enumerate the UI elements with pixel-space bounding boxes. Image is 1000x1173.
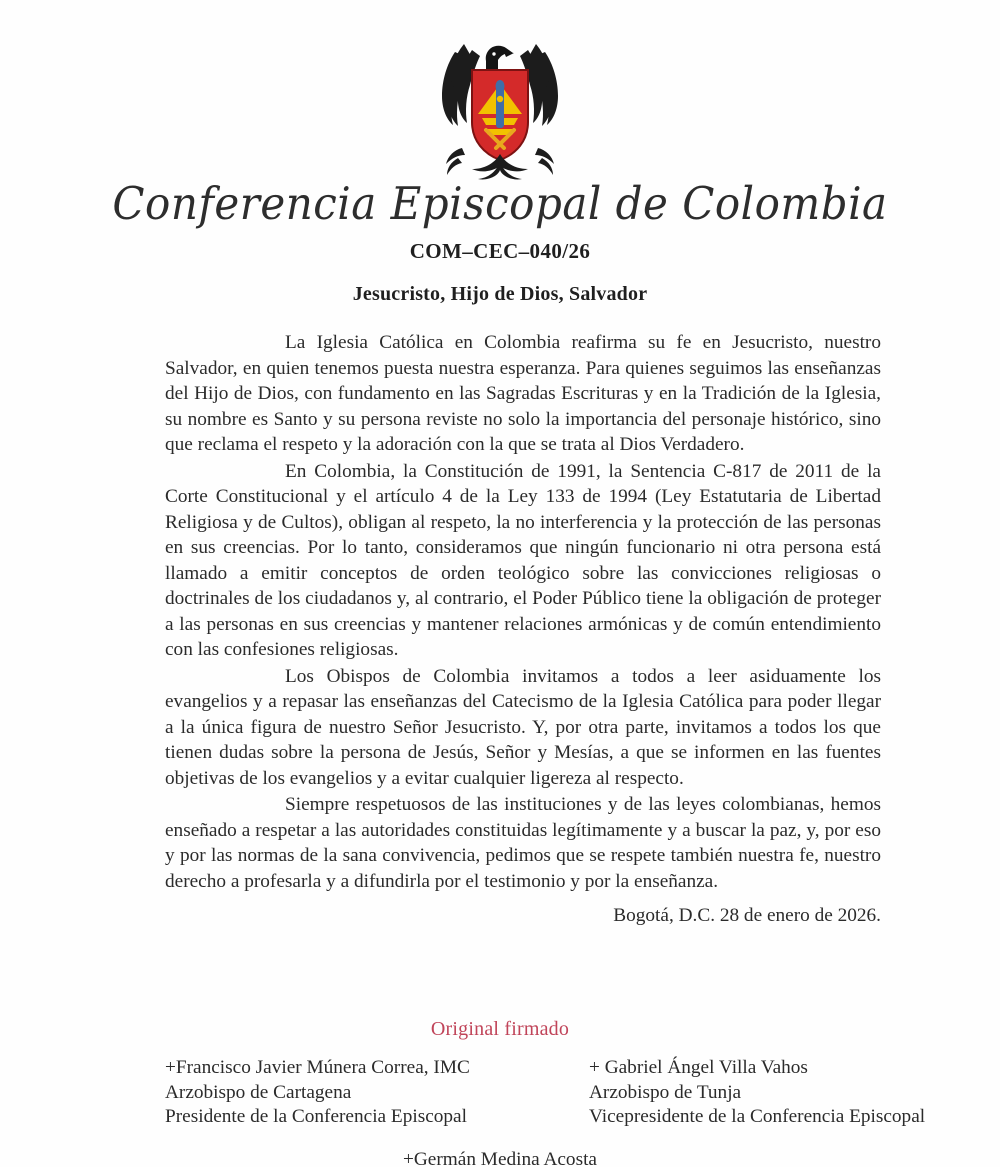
- signatory-role: Vicepresidente de la Conferencia Episcopal: [589, 1106, 926, 1127]
- letterhead-title: Conferencia Episcopal de Colombia: [112, 177, 888, 230]
- signatory-see: Arzobispo de Tunja: [589, 1081, 742, 1103]
- paragraph: La Iglesia Católica en Colombia reafirma su fe en Jesucristo, nuestro Salvador, en quien tenemos puesta nuestra esperanza. Para quienes seguimos las enseñanzas del Hijo de Dios, con fundamento en las Sagradas Escrituras y en la Tradición de la Iglesia, su nombre es Santo y su persona reviste no solo la importancia del personaje histórico, sino que reclama el respeto y la adoración con la que se trata al Dios Verdadero.: [165, 332, 881, 455]
- document-body: [165, 330, 881, 929]
- letterhead-emblem-container: [0, 26, 1000, 186]
- paragraph: Siempre respetuosos de las instituciones y de las leyes colombianas, hemos enseñado a respetar a las autoridades constituidas legítimamente y a buscar la paz, y, por eso y por las normas de la sana convivencia, pedimos que se respete también nuestra fe, nuestro derecho a profesarla y a difundirla por el testimonio y por la enseñanza.: [165, 794, 881, 892]
- signatory-center: [0, 1148, 1000, 1173]
- signatory-left: [165, 1056, 589, 1130]
- signatory-name: +Francisco Javier Múnera Correa, IMC: [165, 1057, 470, 1078]
- original-signed-label: Original firmado: [430, 1018, 570, 1040]
- signatory-right: [589, 1056, 1000, 1130]
- coat-of-arms-icon: [434, 26, 566, 181]
- signatory-role: Presidente de la Conferencia Episcopal: [165, 1106, 467, 1127]
- signatory-name: + Gabriel Ángel Villa Vahos: [589, 1057, 808, 1078]
- date-line: Bogotá, D.C. 28 de enero de 2026.: [613, 905, 881, 926]
- paragraph: Los Obispos de Colombia invitamos a todos a leer asiduamente los evangelios y a repasar las enseñanzas del Catecismo de la Iglesia Católica para poder llegar a la única figura de nuestro Señor Jesucristo. Y, por otra parte, invitamos a todos los que tienen dudas sobre la persona de Jesús, Señor y Mesías, a que se informen en las fuentes objetivas de los evangelios y a evitar cualquier ligereza al respecto.: [165, 665, 881, 789]
- signature-block: [165, 1056, 1000, 1130]
- signatory-see: Arzobispo de Cartagena: [165, 1081, 352, 1103]
- document-number: COM–CEC–040/26: [409, 239, 591, 263]
- document-subject: Jesucristo, Hijo de Dios, Salvador: [352, 283, 648, 305]
- paragraph: En Colombia, la Constitución de 1991, la Sentencia C-817 de 2011 de la Corte Constitucional y el artículo 4 de la Ley 133 de 1994 (Ley Estatutaria de Libertad Religiosa y de Cultos), obligan al respeto, la no interferencia y la protección de las personas en sus creencias. Por lo tanto, consideramos que ningún funcionario ni otra persona está llamado a emitir conceptos de orden teológico sobre las convicciones religiosas o doctrinales de los ciudadanos y, al contrario, el Poder Público tiene la obligación de proteger a las personas en sus creencias y mantener relaciones armónicas y de común entendimiento con las confesiones religiosas.: [165, 460, 881, 660]
- signatory-name: +Germán Medina Acosta: [403, 1149, 597, 1170]
